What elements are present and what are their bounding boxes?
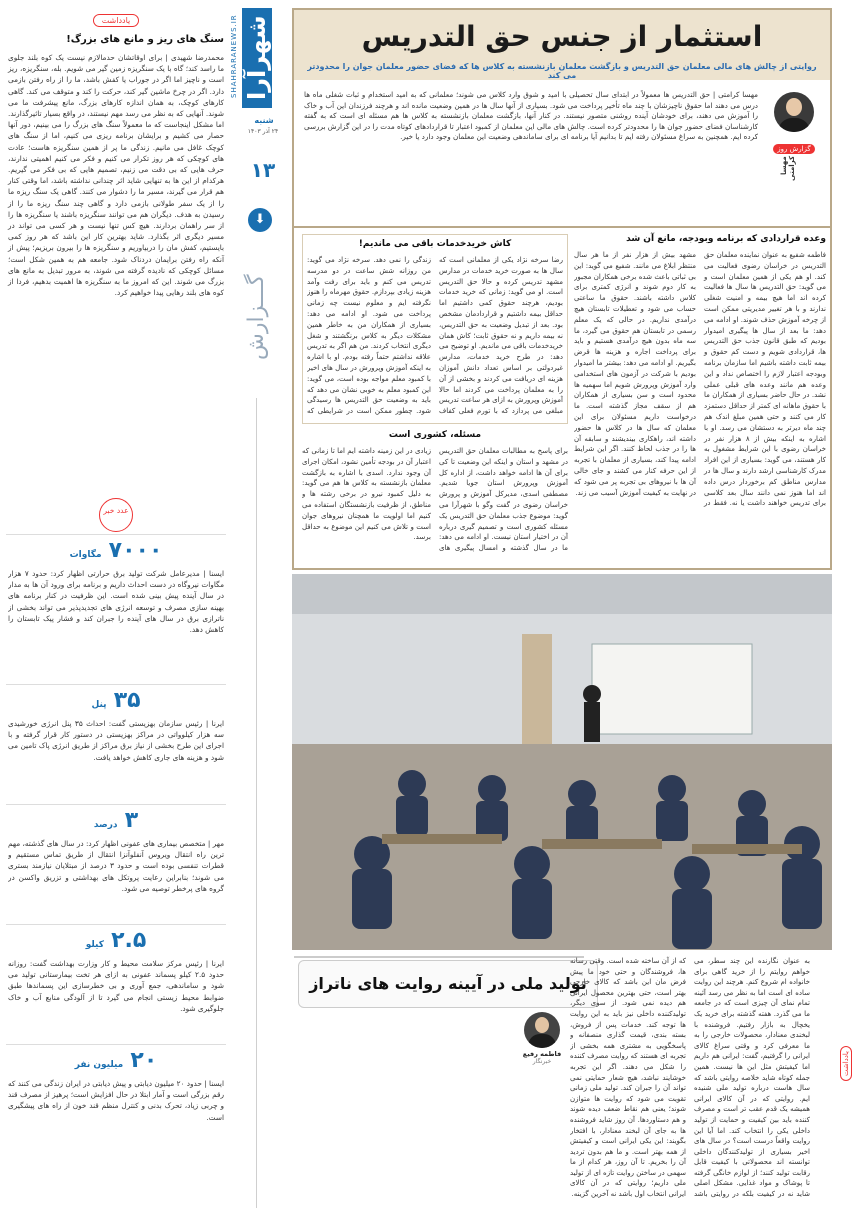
note-tag-row: [6, 8, 226, 30]
byline-tag: گزارش روز: [773, 144, 814, 154]
bottom-author-role: خبرنگار: [532, 1058, 552, 1065]
rule: [294, 956, 584, 958]
left-column: [6, 8, 226, 1216]
numbers-tag: عدد خبر: [99, 498, 133, 532]
stat-unit: میلیون نفر: [74, 1060, 127, 1070]
note-title: سنگ های ریز و مانع های بزرگ!: [66, 34, 224, 45]
byline-box: [764, 92, 824, 202]
subhead: روایتی از چالش های مالی معلمان حق التدریس و بازگشت معلمان بازنشسته به کلاس ها که فضای حضور معلمان جوان را محدودتر می کند: [307, 62, 817, 80]
stat-value: ۲.۵: [111, 928, 147, 953]
stat-text: ایسنا | حدود ۲۰ میلیون دیابتی و پیش دیابتی در ایران زندگی می کنند که رقم بزرگی است و آمار ابتلا در حال افزایش است؛ پرهیز از مصرف قند و چربی زیاد، تحرک بدنی و کنترل منظم قند خون از راه های پیشگیری است.: [8, 1079, 224, 1122]
stat-value: ۷۰۰۰: [108, 538, 163, 563]
bottom-text-left: [298, 1012, 518, 1212]
col3-title: مسئله، کشوری است: [388, 430, 482, 440]
col1-title: وعده قراردادی که برنامه وبودجه، مانع آن شد: [626, 234, 826, 244]
headline-band: [294, 10, 830, 80]
bottom-author-avatar: [524, 1012, 560, 1048]
date-line: ۲۴ آذر ۱۴۰۳: [247, 128, 279, 135]
bottom-author-box: [522, 1012, 562, 1112]
stat-item: [6, 924, 226, 1044]
stat-item: [6, 804, 226, 924]
stat-text: ایرنا | رئیس سازمان بهزیستی گفت: احداث ۳۵ پنل انرژی خورشیدی سه هزار کیلوواتی در مراکز بهزیستی در دستور کار قرار گرفته و با اجرای این طرح بخشی از نیاز برق مراکز از طریق انرژی پاک تامین می شود و هزینه های جاری کاهش خواهد یافت.: [8, 719, 224, 762]
column-3: [302, 430, 568, 562]
section-divider: [294, 226, 830, 228]
bottom-author: فاطمه رفیع: [522, 1050, 562, 1058]
column-2: [302, 234, 568, 424]
main-report-box: [292, 8, 832, 570]
numbers-tag-row: [6, 498, 226, 534]
stat-value: ۳: [124, 808, 139, 833]
stat-value: ۲۰: [130, 1048, 158, 1073]
stat-unit: کیلو: [85, 940, 108, 950]
masthead: [228, 8, 286, 1216]
divider: [256, 398, 257, 1208]
stat-text: ایرنا | رئیس مرکز سلامت محیط و کار وزارت بهداشت گفت: روزانه حدود ۲.۵ کیلو پسماند عفونی به ازای هر تخت بیمارستانی تولید می شود و ساماندهی، جمع آوری و بی خطرسازی این پسماندها طبق ضوابط محیط زیستی انجام می گیرد تا از آلودگی منابع آب و خاک جلوگیری شود.: [8, 959, 224, 1013]
stat-item: [6, 684, 226, 804]
stat-value: ۳۵: [113, 688, 141, 713]
col2-title: کاش خریدخدمات باقی می ماندیم!: [358, 239, 512, 249]
bottom-note-tag: یادداشت: [840, 1046, 852, 1081]
column-1: [574, 234, 826, 564]
stat-item: [6, 1044, 226, 1164]
note-tag: یادداشت: [93, 14, 140, 27]
bottom-note-tag-box: [826, 1046, 852, 1116]
headline: استثمار از جنس حق التدریس: [361, 20, 763, 53]
author-avatar: [774, 92, 814, 132]
title-box: [298, 960, 598, 1008]
stats-list: [6, 534, 226, 1164]
col3-text: برای پاسخ به مطالبات معلمان حق التدریس در مشهد و استان و اینکه این وضعیت تا کی برای آن ها ادامه خواهد داشت، از اداره کل آموزش وپرورش استان جویا شدیم. مصطفی اسدی، مدیرکل آموزش و پرورش خراسان رضوی در گفت وگو با شهرآرا می گوید: موضوع جذب معلمان حق التدریس یک مسئله کشوری است و تصمیم گیری درباره آن در اختیار استان نیست. او ادامه می دهد: ما در سال گذشته و امسال پیگیری های زیادی در این زمینه داشته ایم اما تا زمانی که اعتبار آن در بودجه تأمین نشود، امکان اجرای آن وجود ندارد. اسدی با اشاره به بازگشت معلمان بازنشسته به کلاس ها هم می گوید: به دلیل کمبود نیرو در برخی رشته ها و مناطق، از ظرفیت بازنشستگان استفاده می کنیم اما اولویت ما همچنان نیروهای جوان است و تلاش می کنیم این موضوع به حداقل برسد.: [302, 447, 568, 553]
classroom-photo: [292, 574, 832, 950]
day: شنبه: [254, 116, 274, 125]
stat-unit: پنل: [91, 700, 110, 710]
site-url[interactable]: SHAHRARANEWS.IR: [230, 14, 238, 98]
page-number: ۱۳: [250, 158, 276, 182]
author-name: مهسا کرامتی: [780, 156, 796, 182]
section-label: گـــزارش: [244, 274, 269, 360]
bottom-title: تولید ملی در آیینه روایت های ناتراز: [309, 974, 587, 993]
bottom-article: [292, 956, 850, 1216]
stat-text: مهر | متخصص بیماری های عفونی اظهار کرد: در سال های گذشته، مهم ترین راه انتقال ویروس آنفلوآنزا انتقال از طریق تماس مستقیم و قطرات تنفسی بوده است و حدود ۳ درصد از مبتلایان نیازمند بستری می شوند؛ بنابراین رعایت پروتکل های بهداشتی و تزریق واکسن در گروه های پرخطر توصیه می شود.: [8, 839, 224, 893]
lead-text: مهسا کرامتی | حق التدریس ها معمولاً در ابتدای سال تحصیلی با امید و شوق وارد کلاس می شوند؛ معلمانی که به امید استخدام و ثبات شغلی ماه ها درس می دهند اما حقوق ناچیزشان با چند ماه تأخیر پرداخت می شود. بسیاری از آنها سال ها در همین وضعیت مانده اند و هرچند فرزندان این آب و خاک را آموزش می دهند، برای خودشان آینده روشنی متصور نیستند. در کنار آنها، بازگشت معلمان بازنشسته به کلاس ها هم مسئله ای است که به گفته کارشناسان فضای حضور جوان ها را محدودتر کرده است. چالش های مالی این معلمان از کمبود اعتبار تا قراردادهای کوتاه مدت را در این گزارش بررسی کرده ایم. همچنین به سراغ مسئولان رفته ایم تا بدانیم آیا برنامه ای برای ساماندهی وضعیت این معلمان وجود دارد یا خیر.: [304, 90, 758, 141]
stat-unit: مگاوات: [69, 550, 105, 560]
classroom-illustration: [292, 574, 832, 950]
arrow-down-icon: ⬇: [248, 208, 272, 232]
stat-unit: درصد: [93, 820, 121, 830]
logo: شهرآرا: [242, 8, 272, 108]
col2-text: رضا سرخه نژاد یکی از معلمانی است که سال ها به صورت خرید خدمات در مدارس مشهد تدریس کرده و حالا حق التدریس است. او می گوید: زمانی که خرید خدمات بودیم، هرچند حقوق کمی داشتیم اما حداقل بیمه داشتیم و قراردادمان مشخص بود. بعد از تبدیل وضعیت به حق التدریس، نه بیمه داریم و نه حقوق ثابت؛ کاش همان خریدخدمات باقی می ماندیم. او توضیح می دهد: در طرح خرید خدمات، مدارس غیردولتی بر اساس تعداد دانش آموزان هزینه ای دریافت می کردند و بخشی از آن را به معلمان پرداخت می کردند اما حالا آموزش وپرورش به ازای هر ساعت تدریس مبلغی می پردازد که با تورم فعلی کفاف زندگی را نمی دهد. سرخه نژاد می گوید: من روزانه شش ساعت در دو مدرسه تدریس می کنم و باید برای رفت وآمد هزینه زیادی بپردازم. حقوق مهرماه را هنوز نگرفته ایم و معلوم نیست چه زمانی پرداخت می شود. او ادامه می دهد: بسیاری از همکاران من به خاطر همین مشکلات دیگر به کلاس برنگشتند و شغل دیگری انتخاب کردند. من هم اگر به تدریس علاقه نداشتم حتماً رفته بودم. او با اشاره به اینکه آموزش وپرورش در سال های اخیر با کمبود معلم مواجه بوده است، می گوید: این کمبود معلم به خوبی نشان می دهد که باید به وضعیت حق التدریس ها رسیدگی شود. چطور ممکن است در شرایطی که: [307, 256, 563, 416]
stat-text: ایسنا | مدیرعامل شرکت تولید برق حرارتی اظهار کرد: حدود ۷ هزار مگاوات نیروگاه در دست احداث داریم و برنامه برای ورود آن ها به مدار در سال آینده پیش بینی شده است. این ظرفیت در کنار برنامه های بهینه سازی مصرف و توسعه انرژی های تجدیدپذیر می تواند بخشی از ناترازی برق در سال های آینده را جبران کند و فشار پیک تابستان را کاهش دهد.: [8, 569, 224, 635]
stat-item: [6, 534, 226, 684]
note-body: محمدرضا شهیدی | برای اوقاتشان حدمالازم نیست یک کوه بلند جلوی ما راسد کند؛ گاه با یک سنگریزه زمین گیر می شویم. بله، سنگریزه، ریز است و ناچیز اما اگر در جوراب یا کفش باشد، ما را از راه رفتن بازمی دارد. اگر در چرخ ماشین گیر کند، حرکت را کند و متوقف می کند. گاهی کارهای کوچک، به همان اندازه کارهای بزرگ، مانع پیشرفت ما می شوند. آنهایی که به نظر می رسد مهم نیستند، در واقع بسیار تاثیرگذارند. اما مشکل اینجاست که ما معمولاً سنگ های بزرگ را می بینیم، دور آنها حصار می کشیم و برایشان برنامه ریزی می کنیم، اما از سنگ های کوچک غافل می مانیم. زندگی ما پر از همین سنگریزه هاست؛ عادت های کوچکی که هر روز تکرار می کنیم و فکر می کنیم اهمیتی ندارند، حرف هایی که بی دقت می زنیم، تصمیم هایی که بی فکر می گیریم. هرکدام از این ها به تنهایی شاید اثر چندانی نداشته باشد، اما وقتی کنار هم قرار می گیرند، مسیر ما را دشوار می کنند. گاهی یک سنگ ریزه ما را از یک سفر طولانی بازمی دارد و گاهی چند سنگ ریزه ما را از رسیدن به هدف. دیگران هم می توانند سنگریزه باشند یا سنگریزه ها را از سر راهمان بردارند. هیچ کس تنها نیست و هر کسی می تواند در مسیر دیگری اثر بگذارد. شاید بهترین کار این باشد که هر روز کمی بایستیم، کفش مان را دربیاوریم و سنگریزه ها را بیرون بریزیم؛ پیش از آنکه راه رفتن برایمان دردناک شود. جامعه هم به همین شکل است؛ مسائل کوچکی که نادیده گرفته می شوند، به مرور تبدیل به مانع های بزرگ می شوند. این که امروز ما به سنگریزه ها اهمیت بدهیم، فردا از کوه های بلند رهایی پیدا خواهیم کرد.: [8, 53, 224, 298]
bottom-text: به عنوان نگارنده این چند سطر، می خواهم روایتم را از خرید گاهی برای خانواده ام شروع کنم. هرچند این روایت ساده ای است اما به نظر می رسد آئینه تمام نمای آن چیزی است که در جامعه ما می گذرد. هفته گذشته برای خرید یک یخچال به بازار رفتیم. فروشنده با لبخندی معنادار، محصولات خارجی را به ما معرفی کرد و وقتی سراغ کالای ایرانی را گرفتیم، گفت: ایرانی هم داریم اما کیفیتش مثل این ها نیست. همین جمله کوتاه شاید خلاصه روایتی باشد که سال هاست درباره تولید ملی شنیده ایم. روایتی که در آن کالای ایرانی همیشه یک قدم عقب تر است و مصرف کننده باید بین کیفیت و حمایت از تولید داخلی یکی را انتخاب کند. اما آیا این روایت واقعاً درست است؟ در سال های اخیر بسیاری از تولیدکنندگان داخلی توانسته اند محصولاتی با کیفیت قابل رقابت تولید کنند؛ از لوازم خانگی گرفته تا پوشاک و مواد غذایی. مشکل اصلی شاید نه در کیفیت بلکه در روایتی باشد که از آن ساخته شده است. وقتی رسانه ها، فروشندگان و حتی خود ما پیش فرض مان این باشد که کالای خارجی بهتر است، حتی بهترین محصول ایرانی هم دیده نمی شود. از سوی دیگر، تولیدکننده داخلی نیز باید به این روایت ها توجه کند. خدمات پس از فروش، بسته بندی، قیمت گذاری منصفانه و پاسخگویی به مشتری همه بخشی از تجربه ای هستند که روایت مصرف کننده را شکل می دهند. اگر این تجربه خوشایند نباشد، هیچ شعار حمایتی نمی تواند آن را جبران کند. تولید ملی زمانی تقویت می شود که روایت ها متوازن شوند؛ یعنی هم نقاط ضعف دیده شوند و هم دستاوردها. آن روز شاید فروشنده ها به جای آن لبخند معنادار، با افتخار بگویند: این یکی ایرانی است و کیفیتش از همه بهتر است. و ما هم بدون تردید آن را بخریم. تا آن روز، هر کدام از ما سهمی در ساختن روایت تازه ای از تولید ملی داریم؛ روایتی که در آن کالای ایرانی انتخاب اول باشد نه آخرین گزینه.: [570, 957, 810, 1199]
col1-text: فاطمه شفیع به عنوان نماینده معلمان حق التدریس در خراسان رضوی فعالیت می کند. او هم یکی از همین معلمان است و می گوید: حق التدریس ها سال ها فعالیت کرده اند اما هیچ بیمه و امنیت شغلی ندارند و با هر تغییر مدیریتی ممکن است از چرخه آموزش حذف شوند. او ادامه می دهد: ما بعد از سال ها پیگیری امیدوار بودیم که طبق قانون جذب حق التدریس ها، قراردادی شویم و دست کم حقوق و بیمه ثابت داشته باشیم اما سازمان برنامه وبودجه اعتبار لازم را اختصاص نداد و این وعده هم مانند وعده های قبلی عملی نشد. در حال حاضر بسیاری از همکاران ما با حقوق ماهانه ای کمتر از حداقل دستمزد کار می کنند و حتی همین مبلغ اندک هم چند ماه دیرتر به دستشان می رسد. او با اشاره به اینکه بیش از ۸ هزار نفر در خراسان رضوی با این شرایط مشغول به کار هستند، می گوید: بسیاری از این افراد مدرک کارشناسی ارشد دارند و سال ها در مدارس مناطق کم برخوردار درس داده اند اما هنوز نمی دانند سال بعد کلاسی برای تدریس خواهند داشت یا نه. فقط در مشهد بیش از هزار نفر از ما هر سال منتظر ابلاغ می مانند. شفیع می گوید: این بی ثباتی باعث شده برخی همکاران مجبور به کار دوم شوند و انرژی کمتری برای کلاس داشته باشند. حقوق ما ساعتی حساب می شود و تعطیلات تابستان هیچ درآمدی نداریم. در حالی که یک معلم رسمی در تابستان هم حقوق می گیرد، ما سه ماه بدون هیچ درآمدی هستیم و باید برای پرداخت اجاره و هزینه ها قرض بگیریم. او ادامه می دهد: بیشتر ما امیدوار بودیم با شرکت در آزمون های استخدامی وارد آموزش وپرورش شویم اما سهمیه ها محدود است و سن بسیاری از همکاران هم از سقف مجاز گذشته است. ما درخواست داریم مسئولان برای این معلمان که سال ها در کلاس ها حضور داشته اند، راهکاری بیندیشند و سابقه آن ها را در جذب لحاظ کنند. اگر این شرایط ادامه پیدا کند، بسیاری از معلمان با تجربه از این حرفه کنار می کشند و جای خالی آن ها با نیروهای بی تجربه پر می شود که در نهایت به کیفیت آموزش آسیب می زند.: [574, 251, 826, 508]
